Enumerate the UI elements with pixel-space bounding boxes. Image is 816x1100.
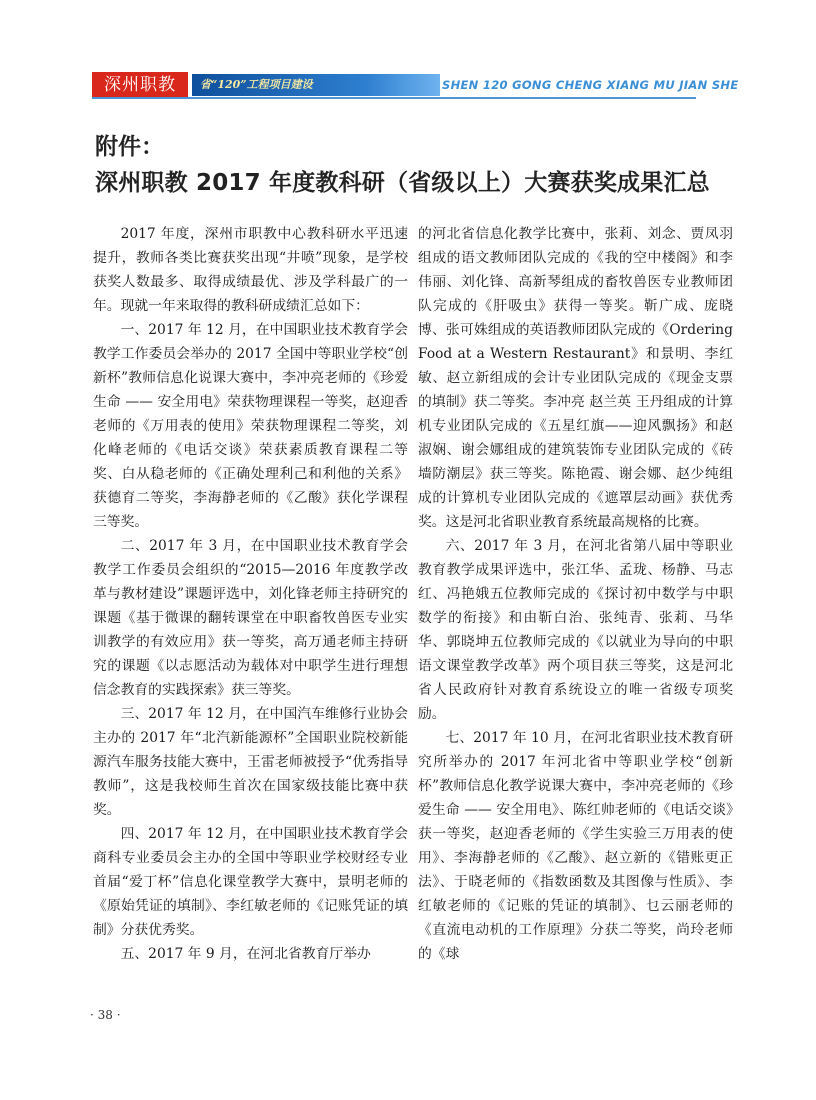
paragraph-item-4: 四、2017 年 12 月，在中国职业技术教育学会商科专业委员会主办的全国中等职业学校财经专业首届“爱丁杯”信息化课堂教学大赛中，景明老师的《原始凭证的填制》、李红敏老师的《记账凭证的填制》分获优秀奖。: [93, 826, 408, 938]
page-header: [92, 72, 739, 98]
paragraph-item-5-start: 五、2017 年 9 月，在河北省教育厅举办: [120, 946, 371, 962]
right-column: [418, 222, 733, 966]
header-pinyin: SHEN 120 GONG CHENG XIANG MU JIAN SHE: [442, 78, 739, 92]
paragraph-intro: 2017 年度，深州市职教中心教科研水平迅速提升，教师各类比赛获奖出现“井喷”现象，是学校获奖人数最多、取得成绩最优、涉及学科最广的一年。现就一年来取得的教科研成绩汇总如下：: [93, 226, 408, 314]
slogan-banner: [192, 74, 440, 96]
brand-label: 深州职教: [92, 72, 188, 98]
paragraph-item-2: 二、2017 年 3 月，在中国职业技术教育学会教学工作委员会组织的“2015—2016 年度教学改革与教材建设”课题评选中，刘化锋老师主持研究的课题《基于微课的翻转课堂在中职畜牧兽医专业实训教学的有效应用》获一等奖，高万通老师主持研究的课题《以志愿活动为载体对中职学生进行理想信念教育的实践探索》获三等奖。: [93, 538, 408, 698]
page-title: 深州职教 2017 年度教科研（省级以上）大赛获奖成果汇总: [95, 170, 710, 196]
attachment-label: 附件：: [95, 134, 164, 160]
page-number: · 38 ·: [90, 1008, 121, 1022]
paragraph-item-7: 七、2017 年 10 月，在河北省职业技术教育研究所举办的 2017 年河北省中等职业学校“创新杯”教师信息化教学说课大赛中，李冲亮老师的《珍爱生命 —— 安全用电》、陈红帅老师的《电话交谈》获一等奖，赵迎香老师的《学生实验三万用表的使用》、李海静老师的《乙酸》、赵立新的《错账更正法》、于晓老师的《指数函数及其图像与性质》、李红敏老师的《记账的凭证的填制》、乜云丽老师的《直流电动机的工作原理》分获二等奖，尚玲老师的《球: [418, 730, 733, 962]
header-divider: [92, 97, 696, 99]
paragraph-item-1: 一、2017 年 12 月，在中国职业技术教育学会教学工作委员会举办的 2017 全国中等职业学校“创新杯”教师信息化说课大赛中，李冲亮老师的《珍爱生命 —— 安全用电》荣获物理课程一等奖，赵迎香老师的《万用表的使用》荣获物理课程二等奖，刘化峰老师的《电话交谈》荣获素质教育课程二等奖、白从稳老师的《正确处理利己和利他的关系》获德育二等奖，李海静老师的《乙酸》获化学课程三等奖。: [93, 322, 408, 530]
slogan-text: 省“120”工程项目建设: [200, 78, 313, 91]
paragraph-item-5-cont: 的河北省信息化教学比赛中，张莉、刘念、贾凤羽组成的语文教师团队完成的《我的空中楼阁》和李伟丽、刘化锋、高新琴组成的畜牧兽医专业教师团队完成的《肝吸虫》获得一等奖。靳广成、庞晓博、张可姝组成的英语教师团队完成的《Ordering Food at a Western Restaurant》和景明、李红敏、赵立新组成的会计专业团队完成的《现金支票的填制》获二等奖。李冲亮 赵兰英 王丹组成的计算机专业团队完成的《五星红旗——迎风飘扬》和赵淑娴、谢会娜组成的建筑装饰专业团队完成的《砖墙防潮层》获三等奖。陈艳霞、谢会娜、赵少纯组成的计算机专业团队完成的《遮罩层动画》获优秀奖。这是河北省职业教育系统最高规格的比赛。: [418, 226, 733, 530]
left-column: [93, 222, 408, 966]
paragraph-item-3: 三、2017 年 12 月，在中国汽车维修行业协会主办的 2017 年“北汽新能源杯”全国职业院校新能源汽车服务技能大赛中，王雷老师被授予“优秀指导教师”，这是我校师生首次在国家级技能比赛中获奖。: [93, 706, 408, 818]
paragraph-item-6: 六、2017 年 3 月，在河北省第八届中等职业教育教学成果评选中，张江华、孟珑、杨静、马志红、冯艳娥五位教师完成的《探讨初中数学与中职数学的衔接》和由靳白治、张纯青、张莉、马华华、郭晓坤五位教师完成的《以就业为导向的中职语文课堂教学改革》两个项目获三等奖，这是河北省人民政府针对教育系统设立的唯一省级专项奖励。: [418, 538, 733, 722]
